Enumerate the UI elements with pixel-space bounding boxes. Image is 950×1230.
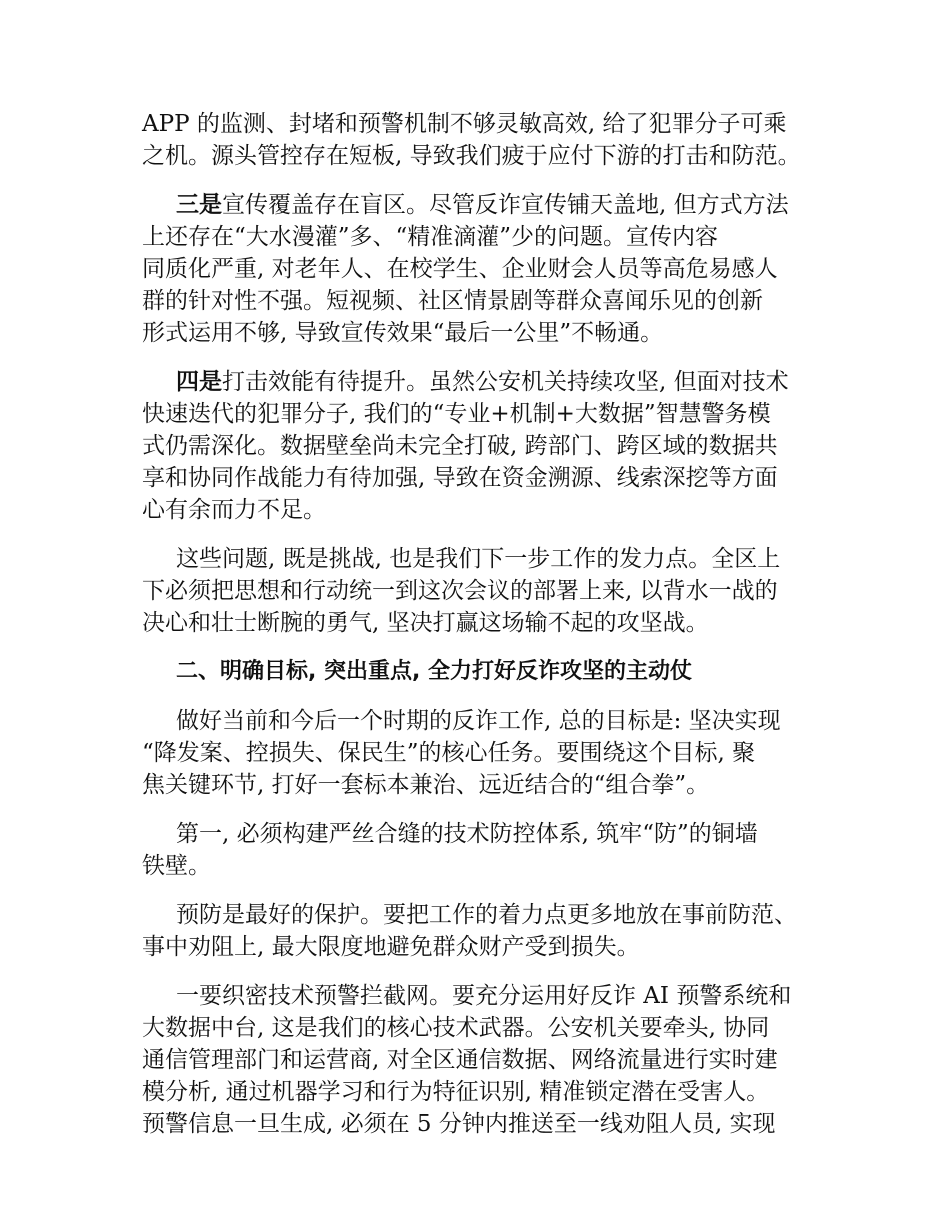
text-line: 下必须把思想和行动统一到这次会议的部署上来, 以背水一战的 (142, 578, 778, 604)
text-line (142, 189, 812, 221)
text-line: 大数据中台, 这是我们的核心技术武器。公安机关要牵头, 协同 (142, 1015, 770, 1041)
text-line: 心有余而力不足。 (142, 497, 326, 523)
text-line: “降发案、控损失、保民生”的核心任务。要围绕这个目标, 聚 (142, 740, 756, 766)
text-line: 形式运用不够, 导致宣传效果“最后一公里”不畅通。 (142, 320, 664, 346)
text-line (142, 366, 812, 398)
paragraph (142, 705, 812, 801)
text-line: 做好当前和今后一个时期的反诈工作, 总的目标是: 坚决实现 (176, 708, 781, 734)
text-line: 群的针对性不强。短视频、社区情景剧等群众喜闻乐见的创新 (142, 288, 763, 314)
text-line: 通信管理部门和运营商, 对全区通信数据、网络流量进行实时建 (142, 1047, 778, 1073)
paragraph (142, 366, 812, 526)
text-line: 之机。源头管控存在短板, 导致我们疲于应付下游的打击和防范。 (142, 143, 801, 169)
text-line: 快速迭代的犯罪分子, 我们的“专业+机制+大数据”智慧警务模 (142, 401, 771, 427)
paragraph (142, 899, 812, 963)
paragraph (142, 189, 812, 349)
text-line: 这些问题, 既是挑战, 也是我们下一步工作的发力点。全区上 (176, 546, 781, 572)
paragraph (142, 108, 812, 172)
text-line: 决心和壮士断腕的勇气, 坚决打赢这场输不起的攻坚战。 (142, 610, 709, 636)
paragraph (142, 543, 812, 639)
text-line: 模分析, 通过机器学习和行为特征识别, 精准锁定潜在受害人。 (142, 1079, 770, 1105)
paragraph-lead: 三是 (176, 191, 222, 218)
text-line: 事中劝阻上, 最大限度地避免群众财产受到损失。 (142, 934, 640, 960)
text-line: 预防是最好的保护。要把工作的着力点更多地放在事前防范、 (176, 902, 797, 928)
document-page (142, 108, 812, 1140)
text-line: 铁壁。 (142, 853, 211, 879)
text-line: 享和协同作战能力有待加强, 导致在资金溯源、线索深挖等方面 (142, 465, 778, 491)
text-line: 一要织密技术预警拦截网。要充分运用好反诈 AI 预警系统和 (176, 983, 792, 1009)
text-line: 式仍需深化。数据壁垒尚未完全打破, 跨部门、跨区域的数据共 (142, 433, 778, 459)
text-line: 第一, 必须构建严丝合缝的技术防控体系, 筑牢“防”的铜墙 (176, 821, 758, 847)
text-line: APP 的监测、封堵和预警机制不够灵敏高效, 给了犯罪分子可乘 (142, 111, 787, 137)
text-run: 打击效能有待提升。虽然公安机关持续攻坚, 但面对技术 (222, 369, 789, 395)
text-line: 同质化严重, 对老年人、在校学生、企业财会人员等高危易感人 (142, 256, 778, 282)
text-run: 宣传覆盖存在盲区。尽管反诈宣传铺天盖地, 但方式方法 (222, 192, 789, 218)
text-line: 预警信息一旦生成, 必须在 5 分钟内推送至一线劝阻人员, 实现 (142, 1111, 776, 1137)
heading-text: 二、明确目标, 突出重点, 全力打好反诈攻坚的主动仗 (176, 659, 693, 684)
text-line: 焦关键环节, 打好一套标本兼治、远近结合的“组合拳”。 (142, 772, 710, 798)
section-heading (142, 656, 812, 688)
paragraph (142, 980, 812, 1140)
text-line: 上还存在“大水漫灌”多、“精准滴灌”少的问题。宣传内容 (142, 224, 719, 250)
paragraph-lead: 四是 (176, 368, 222, 395)
paragraph (142, 818, 812, 882)
